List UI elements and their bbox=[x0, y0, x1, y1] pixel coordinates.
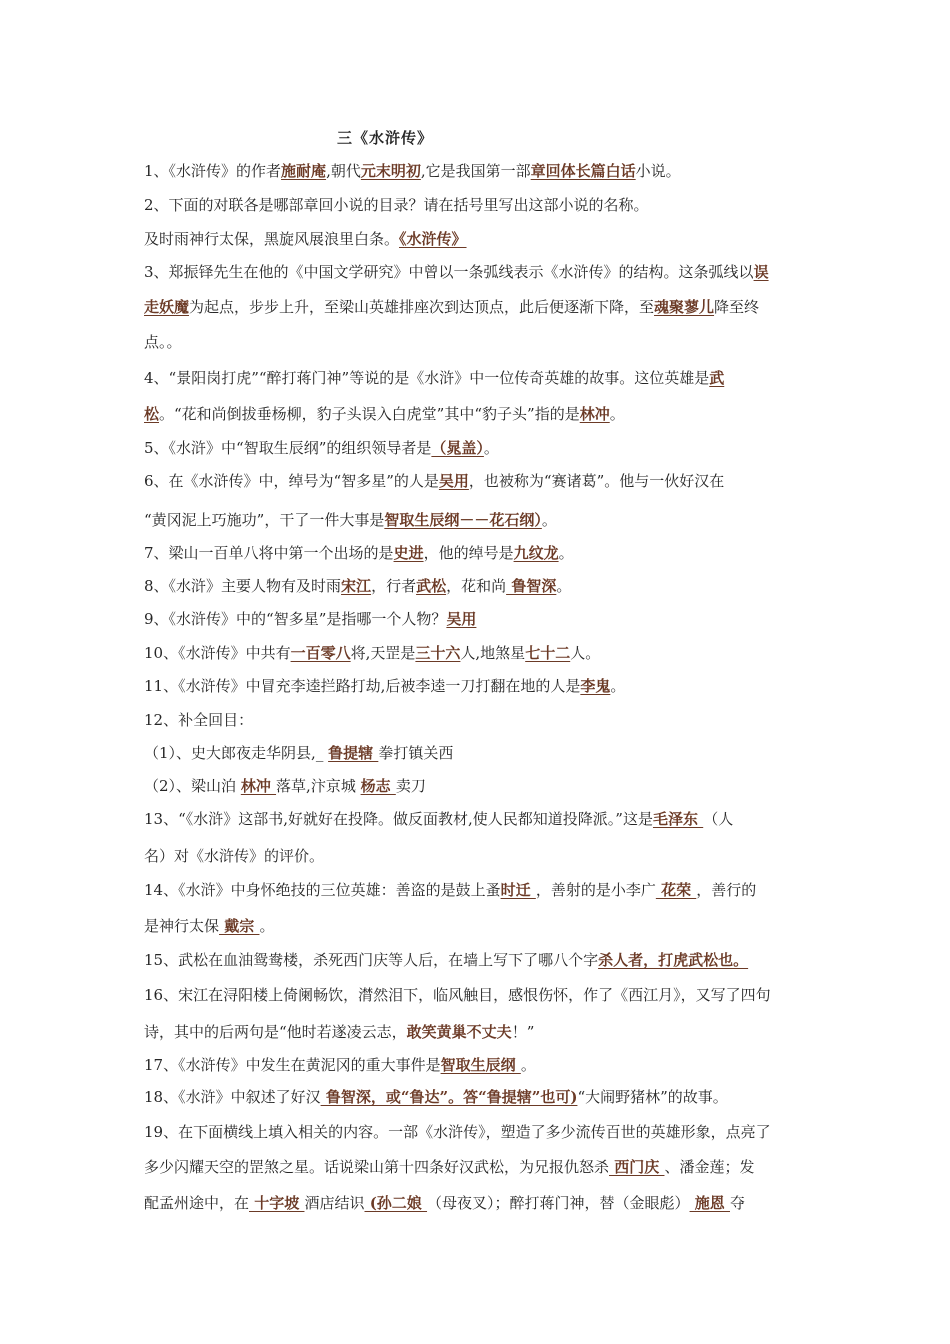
answer-text: 杀人者，打虎武松也。 bbox=[598, 951, 749, 969]
question-text: 11、《水浒传》中冒充李逵拦路打劫,后被李逵一刀打翻在地的人是 bbox=[144, 677, 581, 695]
question-text: 1、《水浒传》的作者 bbox=[144, 162, 282, 180]
question-line bbox=[144, 809, 814, 829]
question-text: 降至终 bbox=[714, 298, 760, 316]
question-text: 人。 bbox=[570, 644, 601, 662]
answer-text: 时迁 bbox=[500, 881, 536, 899]
question-line bbox=[144, 1087, 814, 1107]
question-text: 5、《水浒》中“智取生辰纲”的组织领导者是 bbox=[144, 439, 432, 457]
question-text: 落草,汴京城 bbox=[276, 777, 361, 795]
question-text: “大闹野猪林”的故事。 bbox=[577, 1088, 728, 1106]
question-text: ，行者 bbox=[371, 577, 417, 595]
answer-text: 林冲 bbox=[240, 777, 277, 795]
question-line bbox=[144, 1022, 814, 1042]
answer-text: （晁盖） bbox=[431, 439, 484, 457]
question-line bbox=[144, 1122, 814, 1142]
answer-text: 误 bbox=[753, 263, 769, 281]
question-text: ，他的绰号是 bbox=[423, 544, 514, 562]
question-text: 酒店结识 bbox=[304, 1194, 365, 1212]
answer-text: 毛泽东 bbox=[652, 810, 704, 828]
answer-text: 武 bbox=[709, 369, 725, 387]
question-text: 。 bbox=[558, 544, 574, 562]
question-text: 卖刀 bbox=[395, 777, 426, 795]
question-line bbox=[144, 471, 814, 491]
question-text: 、潘金莲；发 bbox=[664, 1158, 755, 1176]
question-line bbox=[144, 1055, 814, 1075]
answer-text: 鲁智深 bbox=[506, 577, 557, 595]
document-title: 三《水浒传》 bbox=[336, 129, 433, 147]
answer-text: 三十六 bbox=[415, 644, 461, 662]
answer-text: 松 bbox=[144, 405, 160, 423]
question-text: 人,地煞星 bbox=[460, 644, 526, 662]
answer-text: 杨志 bbox=[360, 777, 396, 795]
question-line bbox=[144, 510, 814, 530]
question-text: 6、在《水浒传》中，绰号为“智多星”的人是 bbox=[144, 472, 439, 490]
question-line bbox=[144, 576, 814, 596]
question-line bbox=[144, 195, 814, 215]
question-text: 13、“《水浒》这部书,好就好在投降。做反面教材,使人民都知道投降派。”这是 bbox=[144, 810, 653, 828]
question-line bbox=[144, 985, 814, 1005]
answer-text: 西门庆 bbox=[609, 1158, 665, 1176]
answer-text: 十字坡 bbox=[249, 1194, 305, 1212]
question-text: 9、《水浒传》中的“智多星”是指哪一个人物？ bbox=[144, 610, 447, 628]
answer-text: 魂聚蓼儿 bbox=[654, 298, 715, 316]
question-text: 夺 bbox=[730, 1194, 746, 1212]
question-text: 配孟州途中，在 bbox=[144, 1194, 250, 1212]
question-text: ，花和尚 bbox=[446, 577, 507, 595]
answer-text: 李鬼 bbox=[580, 677, 611, 695]
question-line bbox=[144, 609, 814, 629]
answer-text: 戴宗 bbox=[219, 917, 260, 935]
question-text: ，善射的是小李广 bbox=[535, 881, 656, 899]
question-text: ，也被称为“赛诸葛”。他与一伙好汉在 bbox=[468, 472, 725, 490]
question-line bbox=[144, 643, 814, 663]
question-text: 为起点，步步上升，至梁山英雄排座次到达顶点，此后便逐渐下降，至 bbox=[189, 298, 655, 316]
answer-text: 走妖魔 bbox=[144, 298, 190, 316]
question-text: 10、《水浒传》中共有 bbox=[144, 644, 291, 662]
question-text: 。 bbox=[556, 577, 572, 595]
question-line bbox=[144, 743, 814, 763]
question-text: 8、《水浒》主要人物有及时雨 bbox=[144, 577, 342, 595]
question-text: 15、武松在血油鸳鸯楼，杀死西门庆等人后，在墙上写下了哪八个字 bbox=[144, 951, 599, 969]
question-text: 诗，其中的后两句是“他时若遂凌云志， bbox=[144, 1023, 407, 1041]
question-line bbox=[144, 1193, 814, 1213]
question-line bbox=[144, 229, 814, 249]
answer-text: 林冲 bbox=[579, 405, 610, 423]
question-text: ，善行的 bbox=[696, 881, 757, 899]
question-line bbox=[144, 676, 814, 696]
question-text: 是神行太保 bbox=[144, 917, 220, 935]
question-line bbox=[144, 776, 814, 796]
question-text: 19、在下面横线上填入相关的内容。一部《水浒传》，塑造了多少流传百世的英雄形象，点亮了 bbox=[144, 1123, 771, 1141]
question-text: 。 bbox=[610, 677, 626, 695]
question-text: 7、梁山一百单八将中第一个出场的是 bbox=[144, 544, 394, 562]
question-text: （母夜叉）；醉打蒋门神，替（金眼彪） bbox=[427, 1194, 690, 1212]
answer-text: 鲁提辖 bbox=[328, 744, 379, 762]
question-line bbox=[144, 404, 814, 424]
answer-text: 敢笑黄巢不丈夫 bbox=[406, 1023, 512, 1041]
question-text: 3、郑振铎先生在他的《中国文学研究》中曾以一条弧线表示《水浒传》的结构。这条弧线以 bbox=[144, 263, 754, 281]
question-text: 多少闪耀天空的罡煞之星。话说梁山第十四条好汉武松，为兄报仇怒杀 bbox=[144, 1158, 610, 1176]
question-line bbox=[144, 543, 814, 563]
answer-text: 七十二 bbox=[525, 644, 571, 662]
question-line bbox=[144, 916, 814, 936]
question-text: 。 bbox=[520, 1056, 536, 1074]
question-line bbox=[144, 161, 814, 181]
answer-text: 宋江 bbox=[341, 577, 372, 595]
question-line bbox=[144, 710, 814, 730]
question-text: 12、补全回目： bbox=[144, 711, 254, 729]
question-text: 18、《水浒》中叙述了好汉 bbox=[144, 1088, 321, 1106]
question-text: ,朝代 bbox=[326, 162, 361, 180]
answer-text: 吴用 bbox=[446, 610, 477, 628]
question-line bbox=[144, 332, 814, 352]
question-line bbox=[144, 262, 814, 282]
question-text: 2、下面的对联各是哪部章回小说的目录？请在括号里写出这部小说的名称。 bbox=[144, 196, 649, 214]
question-text: 。 bbox=[609, 405, 625, 423]
question-text: 点。。 bbox=[144, 333, 182, 351]
question-text: 小说。 bbox=[635, 162, 681, 180]
question-line bbox=[144, 880, 814, 900]
question-line bbox=[144, 846, 814, 866]
answer-text: (孙二娘 bbox=[364, 1194, 428, 1212]
question-line bbox=[144, 368, 814, 388]
answer-text: 花荣 bbox=[655, 881, 697, 899]
question-text: （2）、梁山泊 bbox=[144, 777, 241, 795]
answer-text: 九纹龙 bbox=[513, 544, 559, 562]
question-text: 名）对《水浒传》的评价。 bbox=[144, 847, 325, 865]
question-text: “黄冈泥上巧施功”，干了一件大事是 bbox=[144, 511, 385, 529]
question-text: 。“花和尚倒拔垂杨柳，豹子头误入白虎堂”其中“豹子头”指的是 bbox=[159, 405, 580, 423]
question-text: 4、“景阳岗打虎”“醉打蒋门神”等说的是《水浒》中一位传奇英雄的故事。这位英雄是 bbox=[144, 369, 710, 387]
question-line bbox=[144, 438, 814, 458]
question-line bbox=[144, 1157, 814, 1177]
question-text: 。 bbox=[259, 917, 275, 935]
question-text: 及时雨神行太保，黑旋风展浪里白条。 bbox=[144, 230, 400, 248]
question-line bbox=[144, 297, 814, 317]
question-text: 。 bbox=[541, 511, 557, 529]
question-text: 拳打镇关西 bbox=[378, 744, 454, 762]
answer-text: 章回体长篇白话 bbox=[530, 162, 636, 180]
answer-text: 智取生辰纲 bbox=[440, 1056, 521, 1074]
answer-text: 元末明初 bbox=[360, 162, 421, 180]
question-text: 16、宋江在浔阳楼上倚阑畅饮，潸然泪下，临风触目，感恨伤怀，作了《西江月》，又写了四句 bbox=[144, 986, 771, 1004]
answer-text: 鲁智深，或“鲁达”。答“鲁提辖”也可) bbox=[320, 1088, 578, 1106]
answer-text: 武松 bbox=[416, 577, 447, 595]
answer-text: 智取生辰纲－－花石纲） bbox=[384, 511, 542, 529]
question-text: 14、《水浒》中身怀绝技的三位英雄：善盗的是鼓上蚤 bbox=[144, 881, 501, 899]
question-text: 。 bbox=[483, 439, 499, 457]
answer-text: 《水浒传》 bbox=[399, 230, 467, 248]
question-text: （人 bbox=[703, 810, 734, 828]
question-line bbox=[144, 950, 814, 970]
question-text: 将,天罡是 bbox=[350, 644, 416, 662]
answer-text: 一百零八 bbox=[290, 644, 351, 662]
question-text: ！” bbox=[511, 1023, 535, 1041]
answer-text: 施恩 bbox=[689, 1194, 730, 1212]
question-text: （1）、史大郎夜走华阴县,_ bbox=[144, 744, 329, 762]
answer-text: 吴用 bbox=[438, 472, 469, 490]
answer-text: 史进 bbox=[393, 544, 424, 562]
question-text: 17、《水浒传》中发生在黄泥冈的重大事件是 bbox=[144, 1056, 441, 1074]
question-text: ,它是我国第一部 bbox=[420, 162, 531, 180]
answer-text: 施耐庵 bbox=[281, 162, 327, 180]
